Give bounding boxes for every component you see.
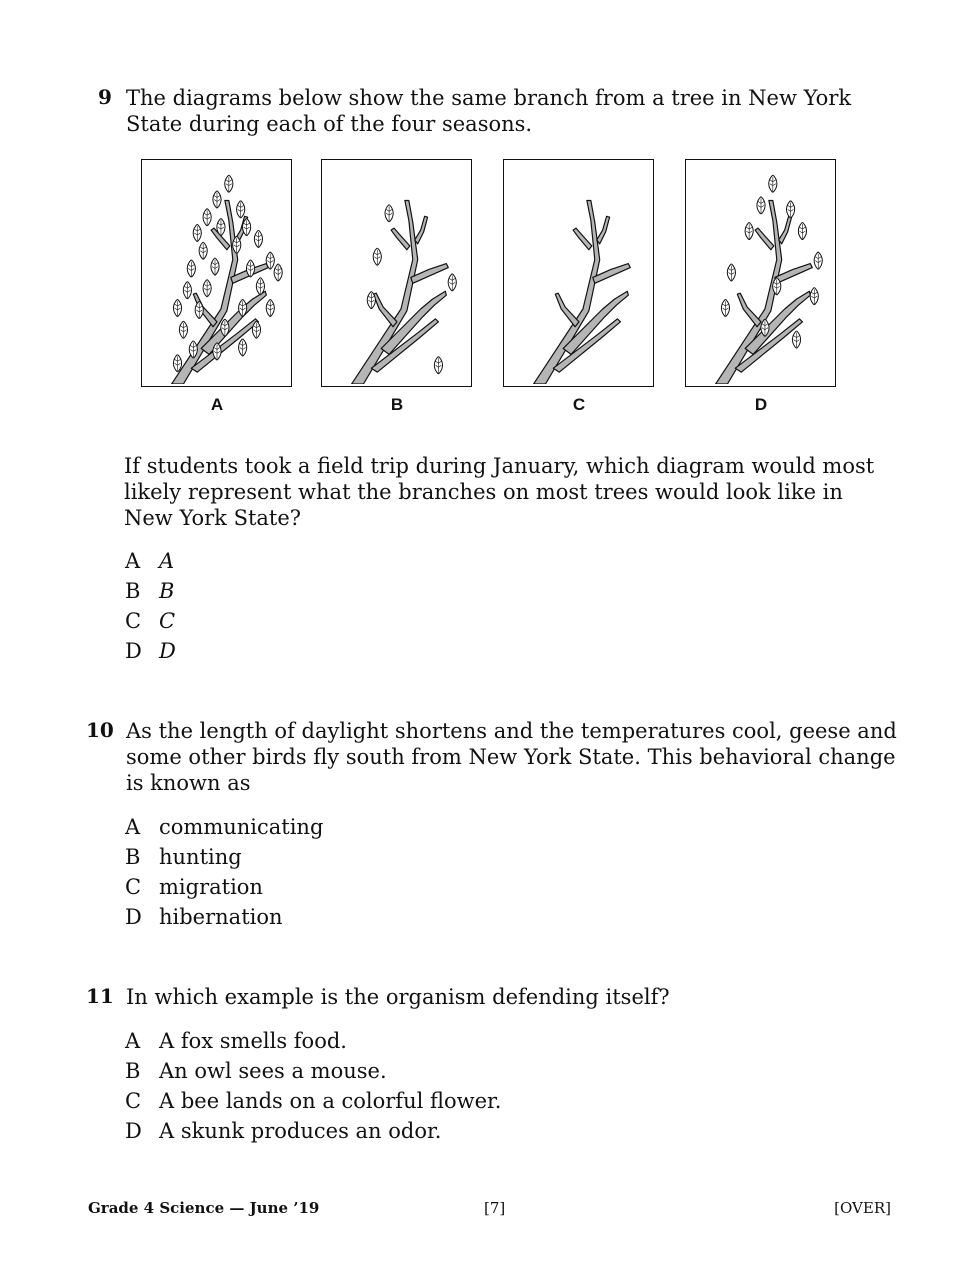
q11-option-c[interactable] [125,1086,501,1116]
q11-option-d[interactable] [125,1116,501,1146]
question-9-number: 9 [98,85,112,109]
question-10-options [125,812,323,932]
question-11-options [125,1026,501,1146]
question-11-number: 11 [86,984,114,1008]
q9-option-c[interactable] [125,606,176,636]
option-letter: A [125,815,141,839]
q10-option-c[interactable] [125,872,323,902]
option-letter: C [125,875,142,899]
footer-page-number: [7] [484,1199,506,1217]
diagram-b [321,159,472,387]
q11-option-b[interactable] [125,1056,501,1086]
option-text: D [159,639,176,663]
question-9-intro: The diagrams below show the same branch from a tree in New York State during each of the four seasons. [126,86,852,136]
option-text: hunting [159,845,242,869]
option-text: migration [159,875,263,899]
branch-new-leaves-image [686,160,834,385]
q10-option-d[interactable] [125,902,323,932]
option-text: B [159,579,175,603]
question-10-number: 10 [86,718,114,742]
branch-bare-image [504,160,652,385]
question-9-text: If students took a field trip during January, which diagram would most likely represent what the branches on most trees would look like in New York State? [124,454,875,530]
option-letter: D [125,1119,142,1143]
option-letter: A [125,549,141,573]
footer-exam-title: Grade 4 Science — June ’19 [88,1199,320,1217]
branch-falling-leaves-image [322,160,470,385]
diagram-c [503,159,654,387]
diagram-a [141,159,292,387]
option-letter: B [125,845,141,869]
option-text: A [159,549,175,573]
q9-option-b[interactable] [125,576,176,606]
option-letter: B [125,1059,141,1083]
option-text: hibernation [159,905,283,929]
option-letter: C [125,609,142,633]
diagram-a-label: A [210,395,224,414]
option-letter: A [125,1029,141,1053]
option-text: communicating [159,815,324,839]
q10-option-a[interactable] [125,812,323,842]
option-text: A skunk produces an odor. [159,1119,442,1143]
option-text: C [159,609,176,633]
option-letter: B [125,579,141,603]
option-text: A fox smells food. [159,1029,347,1053]
option-text: An owl sees a mouse. [159,1059,387,1083]
option-text: A bee lands on a colorful flower. [159,1089,502,1113]
q9-option-a[interactable] [125,546,176,576]
branch-full-leaves-image [142,160,290,385]
option-letter: D [125,905,142,929]
q10-option-b[interactable] [125,842,323,872]
footer-over: [OVER] [834,1199,891,1217]
diagram-b-label: B [390,395,404,414]
question-11-text: In which example is the organism defending itself? [126,985,670,1009]
question-10-text: As the length of daylight shortens and the temperatures cool, geese and some other birds fly south from New York State. This behavioral change is known as [126,719,897,795]
diagram-d [685,159,836,387]
q11-option-a[interactable] [125,1026,501,1056]
option-letter: D [125,639,142,663]
q9-option-d[interactable] [125,636,176,666]
option-letter: C [125,1089,142,1113]
diagram-d-label: D [754,395,768,414]
diagram-c-label: C [572,395,586,414]
question-9-options [125,546,176,666]
